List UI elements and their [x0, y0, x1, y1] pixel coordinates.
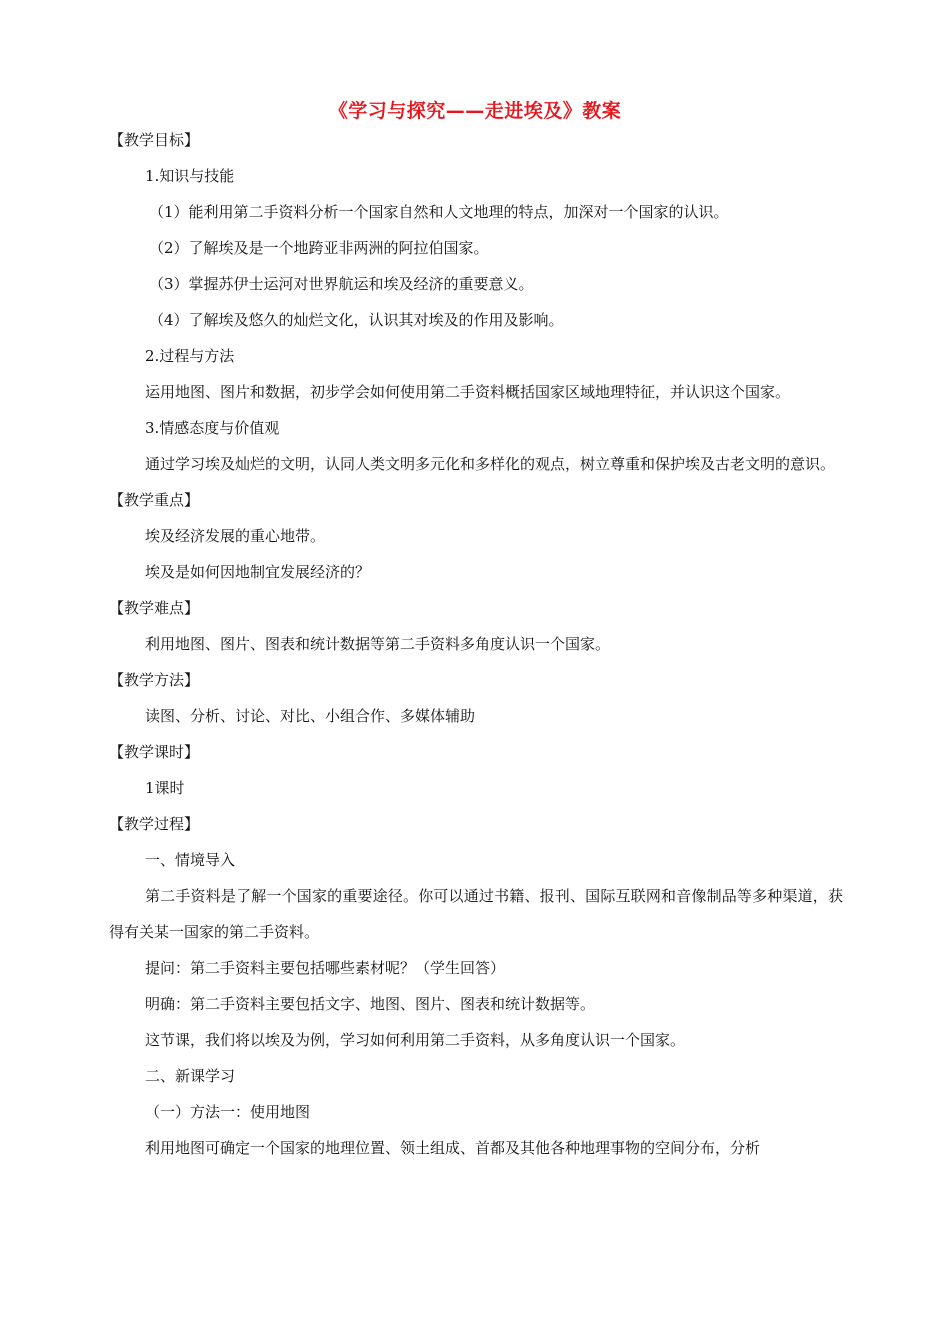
paragraph: 运用地图、图片和数据，初步学会如何使用第二手资料概括国家区域地理特征，并认识这个国家。 [145, 383, 791, 401]
document-title: 《学习与探究——走进埃及》教案 [328, 100, 622, 122]
paragraph: 利用地图可确定一个国家的地理位置、领土组成、首都及其他各种地理事物的空间分布，分析 [145, 1139, 761, 1157]
section-heading-key-points: 【教学重点】 [109, 491, 200, 509]
paragraph: 提问：第二手资料主要包括哪些素材呢？（学生回答） [145, 959, 506, 977]
paragraph: 通过学习埃及灿烂的文明，认同人类文明多元化和多样化的观点，树立尊重和保护埃及古老文明的意识。 [145, 455, 836, 473]
section-heading-difficulty: 【教学难点】 [109, 599, 200, 617]
section-heading-hours: 【教学课时】 [109, 743, 200, 761]
paragraph: 埃及经济发展的重心地带。 [145, 527, 326, 545]
subheading-new-lesson: 二、新课学习 [145, 1067, 236, 1085]
paragraph: 1课时 [145, 779, 185, 797]
paragraph: 明确：第二手资料主要包括文字、地图、图片、图表和统计数据等。 [145, 995, 596, 1013]
subheading-process: 2.过程与方法 [145, 347, 235, 365]
paragraph: 这节课，我们将以埃及为例，学习如何利用第二手资料，从多角度认识一个国家。 [145, 1031, 686, 1049]
subheading-intro: 一、情境导入 [145, 851, 236, 869]
paragraph: 埃及是如何因地制宜发展经济的？ [145, 563, 371, 581]
list-item: （1）能利用第二手资料分析一个国家自然和人文地理的特点，加深对一个国家的认识。 [149, 203, 729, 221]
section-heading-methods: 【教学方法】 [109, 671, 200, 689]
subheading-method-one: （一）方法一：使用地图 [145, 1103, 311, 1121]
list-item: （3）掌握苏伊士运河对世界航运和埃及经济的重要意义。 [149, 275, 534, 293]
list-item: （4）了解埃及悠久的灿烂文化，认识其对埃及的作用及影响。 [149, 311, 564, 329]
section-heading-goals: 【教学目标】 [109, 131, 200, 149]
paragraph: 读图、分析、讨论、对比、小组合作、多媒体辅助 [145, 707, 476, 725]
paragraph: 利用地图、图片、图表和统计数据等第二手资料多角度认识一个国家。 [145, 635, 611, 653]
subheading-attitude: 3.情感态度与价值观 [145, 419, 280, 437]
section-heading-process: 【教学过程】 [109, 815, 200, 833]
document-body [109, 122, 843, 1166]
subheading-knowledge: 1.知识与技能 [145, 167, 235, 185]
list-item: （2）了解埃及是一个地跨亚非两洲的阿拉伯国家。 [149, 239, 489, 257]
paragraph: 第二手资料是了解一个国家的重要途径。你可以通过书籍、报刊、国际互联网和音像制品等多种渠道，获得有关某一国家的第二手资料。 [109, 887, 843, 941]
